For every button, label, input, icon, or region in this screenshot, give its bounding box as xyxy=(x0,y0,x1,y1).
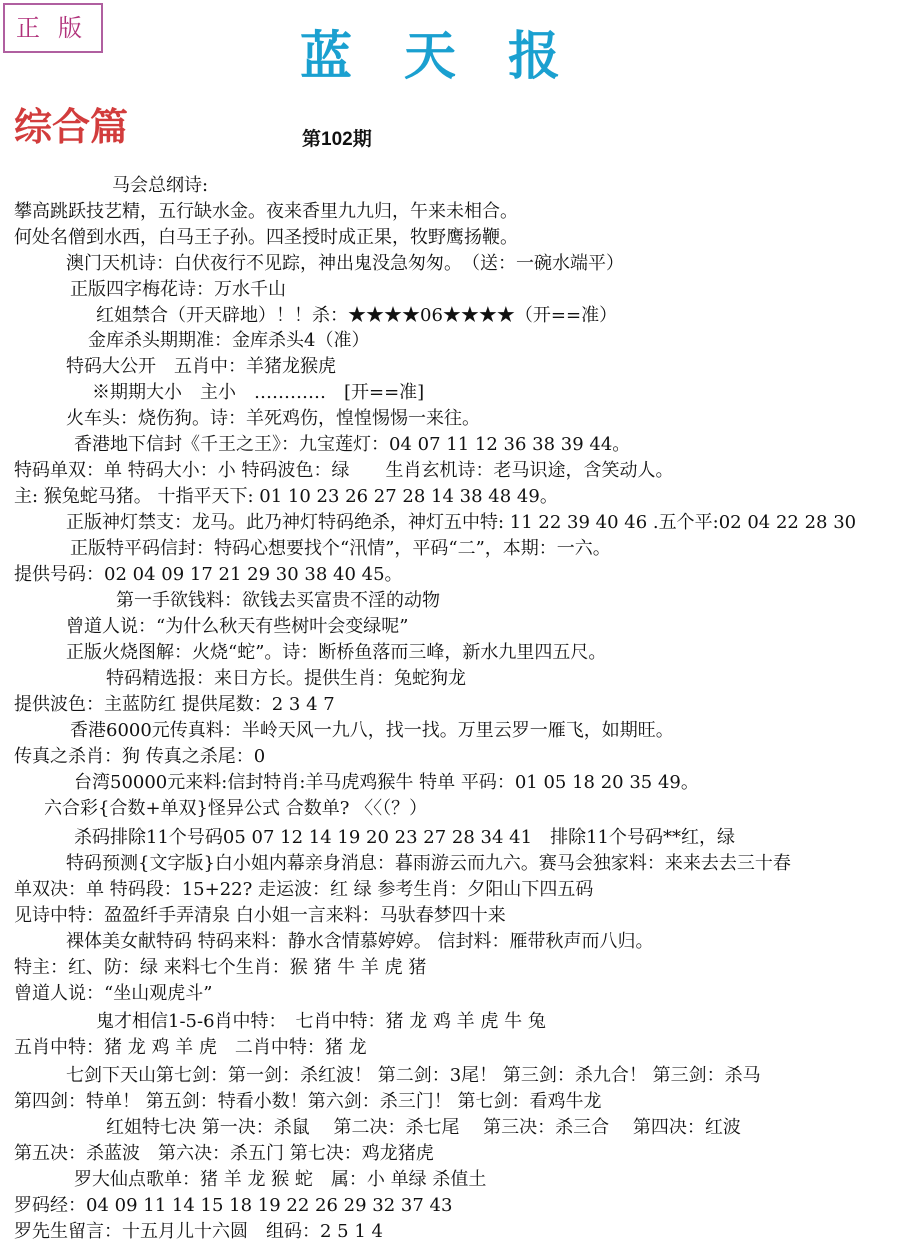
text-line: 香港地下信封《千王之王》：九宝莲灯：04 07 11 12 36 38 39 44。 xyxy=(74,434,631,455)
text-line: 罗大仙点歌单：猪 羊 龙 猴 蛇 属：小 单绿 杀值土 xyxy=(74,1169,487,1190)
text-line: 罗先生留言：十五月儿十六圆 组码：2 5 1 4 xyxy=(14,1221,383,1242)
text-line: 正版四字梅花诗：万水千山 xyxy=(70,279,286,300)
text-line: 火车头：烧伤狗。诗：羊死鸡伤，惶惶惕惕一来往。 xyxy=(66,408,480,429)
text-line: 传真之杀肖：狗 传真之杀尾：0 xyxy=(14,746,266,767)
text-line: 单双决：单 特码段：15+22? 走运波：红 绿 参考生肖：夕阳山下四五码 xyxy=(14,879,594,900)
text-line: 正版特平码信封：特码心想要找个“汛情”，平码“二”，本期：一六。 xyxy=(70,538,611,559)
text-line: 何处名僧到水西，白马王子孙。四圣授时成正果，牧野鹰扬鞭。 xyxy=(14,227,518,248)
text-line: 特码预测{文字版}白小姐内幕亲身消息：暮雨游云而九六。赛马会独家料：来来去去三十春 xyxy=(66,853,791,874)
text-line: 罗码经：04 09 11 14 15 18 19 22 26 29 32 37 43 xyxy=(14,1195,453,1216)
text-line: 裸体美女献特码 特码来料：静水含情慕婷婷。 信封料：雁带秋声而八归。 xyxy=(66,931,654,952)
text-line: 特主：红、防：绿 来料七个生肖：猴 猪 牛 羊 虎 猪 xyxy=(14,957,427,978)
text-line: 曾道人说：“坐山观虎斗” xyxy=(14,983,213,1004)
text-line: 红姐禁合（开天辟地）！！杀：★★★★06★★★★（开==准） xyxy=(96,305,618,326)
text-line: 特码单双：单 特码大小：小 特码波色：绿 生肖玄机诗：老马识途，含笑动人。 xyxy=(14,460,674,481)
text-line: 第四剑：特单！ 第五剑：特看小数！第六剑：杀三门！ 第七剑：看鸡牛龙 xyxy=(14,1091,602,1112)
text-line: 第五决：杀蓝波 第六决：杀五门 第七决：鸡龙猪虎 xyxy=(14,1143,434,1164)
text-line: 杀码排除11个号码05 07 12 14 19 20 23 27 28 34 41 排除11个号码**红，绿 xyxy=(74,827,735,848)
text-line: 鬼才相信1-5-6肖中特： 七肖中特：猪 龙 鸡 羊 虎 牛 兔 xyxy=(96,1011,546,1032)
text-line: 见诗中特：盈盈纤手弄清泉 白小姐一言来料：马驮春梦四十来 xyxy=(14,905,506,926)
text-line: 澳门天机诗：白伏夜行不见踪，神出鬼没急匆匆。 （送：一碗水端平） xyxy=(66,253,624,274)
section-title: 综合篇 xyxy=(14,104,129,149)
text-line: 五肖中特：猪 龙 鸡 羊 虎 二肖中特：猪 龙 xyxy=(14,1037,367,1058)
text-line: 红姐特七决 第一决：杀鼠 第二决：杀七尾 第三决：杀三合 第四决：红波 xyxy=(106,1117,741,1138)
text-line: 主: 猴兔蛇马猪。 十指平天下: 01 10 23 26 27 28 14 38 48 49。 xyxy=(14,486,558,507)
masthead-title: 蓝天报 xyxy=(300,27,613,87)
text-line: 特码大公开 五肖中：羊猪龙猴虎 xyxy=(66,356,336,377)
text-line: 曾道人说：“为什么秋天有些树叶会变绿呢” xyxy=(66,616,409,637)
text-line: 提供号码：02 04 09 17 21 29 30 38 40 45。 xyxy=(14,564,403,585)
text-line: 香港6000元传真料：半岭天风一九八，找一找。万里云罗一雁飞，如期旺。 xyxy=(70,720,674,741)
genuine-stamp: 正版 xyxy=(3,3,103,53)
text-line: ※期期大小 主小 ………… [开==准] xyxy=(92,382,425,403)
text-line: 正版神灯禁支：龙马。此乃神灯特码绝杀，神灯五中特: 11 22 39 40 46 .五个平:02 04 22 28 30 xyxy=(66,512,857,533)
text-line: 六合彩{合数+单双}怪异公式 合数单? 〈〈（？） xyxy=(44,798,428,819)
text-line: 正版火烧图解：火烧“蛇”。诗：断桥鱼落而三峰，新水九里四五尺。 xyxy=(66,642,607,663)
text-line: 攀高跳跃技艺精，五行缺水金。夜来香里九九归，午来未相合。 xyxy=(14,201,518,222)
text-line: 马会总纲诗: xyxy=(112,175,209,196)
text-line: 特码精选报：来日方长。提供生肖：兔蛇狗龙 xyxy=(106,668,466,689)
text-line: 提供波色：主蓝防红 提供尾数：2 3 4 7 xyxy=(14,694,335,715)
text-line: 七剑下天山第七剑：第一剑：杀红波！ 第二剑：3尾！ 第三剑：杀九合！ 第三剑：杀马 xyxy=(66,1065,761,1086)
text-line: 金库杀头期期准：金库杀头4（准） xyxy=(88,330,370,351)
issue-number: 第102期 xyxy=(302,129,372,150)
text-line: 台湾50000元来料:信封特肖:羊马虎鸡猴牛 特单 平码：01 05 18 20 35 49。 xyxy=(74,772,699,793)
text-line: 第一手欲钱料：欲钱去买富贵不淫的动物 xyxy=(116,590,440,611)
